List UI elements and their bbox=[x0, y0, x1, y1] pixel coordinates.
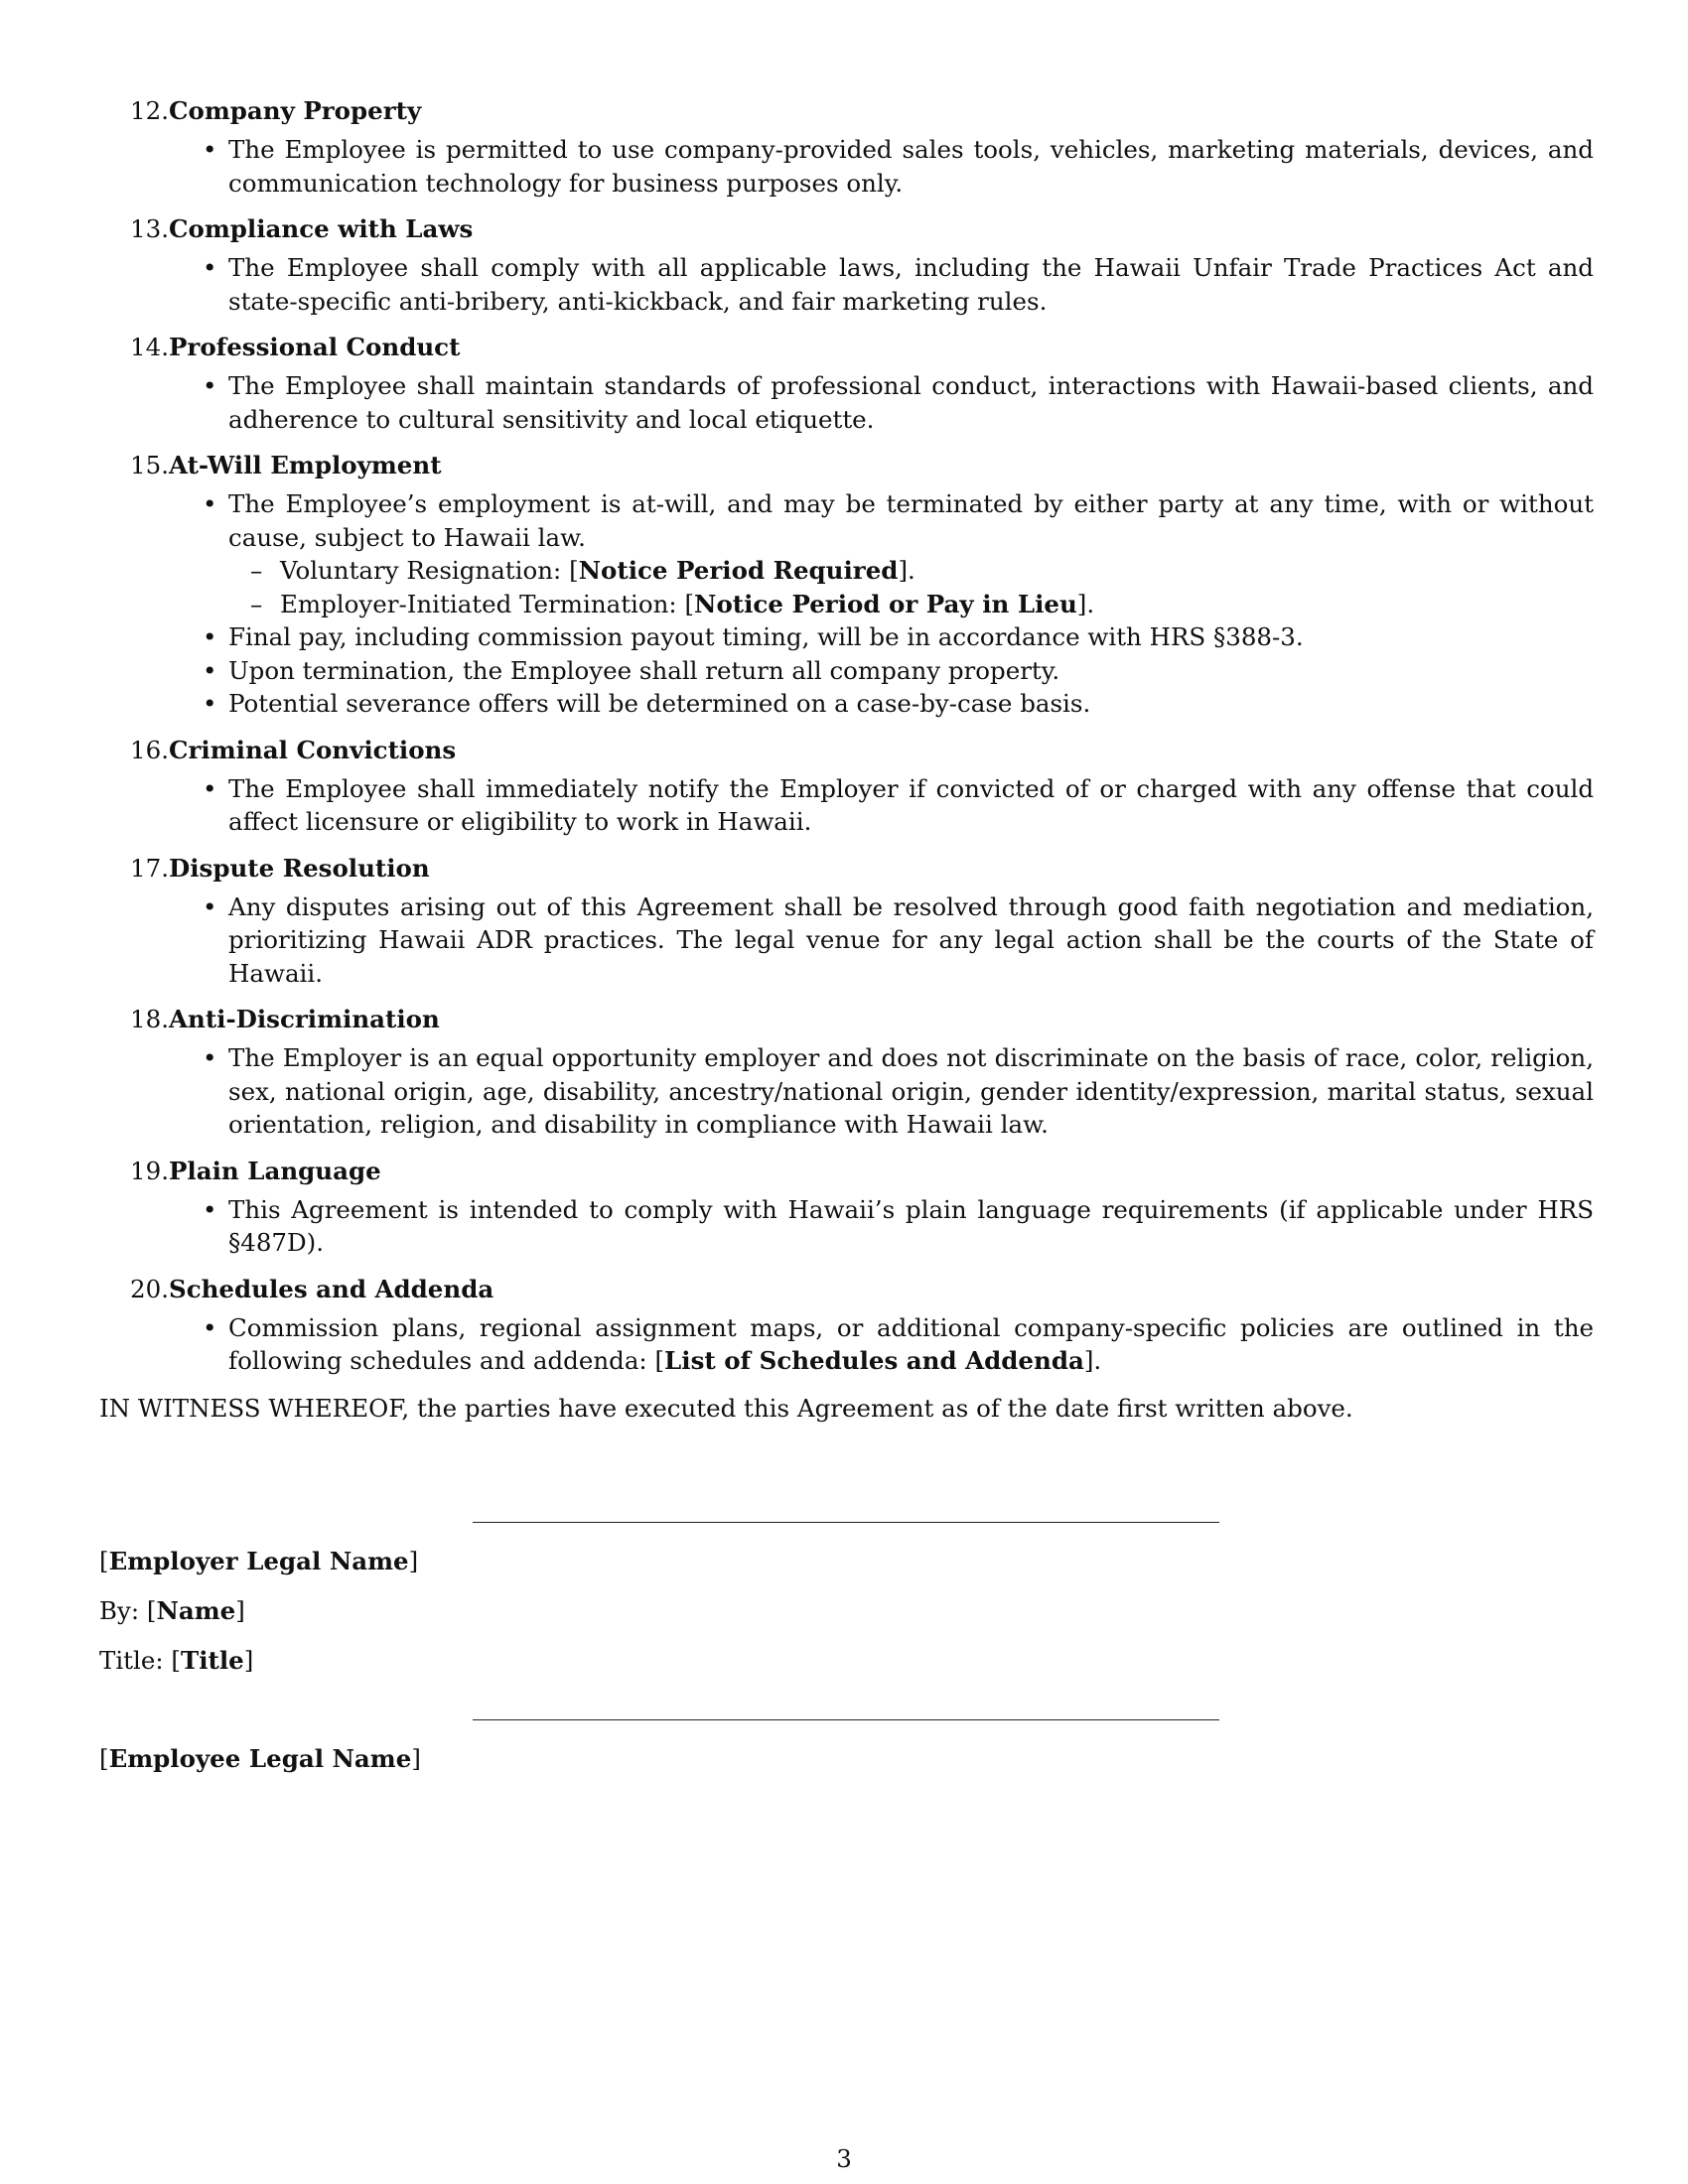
section-title: Anti-Discrimination bbox=[169, 1005, 440, 1033]
section-number: 20. bbox=[130, 1274, 169, 1303]
employee-signature-line bbox=[473, 1719, 1219, 1720]
bullet-item: • The Employee shall immediately notify the Employer if convicted of or charged with any offense that could affect licensure or eligibility to work in Hawaii. bbox=[228, 772, 1594, 839]
bullet-item: • The Employee shall maintain standards of professional conduct, interactions with Hawaii-based clients, and adherence to cultural sensitivity and local etiquette. bbox=[228, 369, 1594, 436]
bullet-item: • Potential severance offers will be determined on a case-by-case basis. bbox=[228, 687, 1594, 721]
by-label: By: bbox=[99, 1596, 140, 1625]
bullet-item: • The Employee is permitted to use company-provided sales tools, vehicles, marketing materials, devices, and communication technology for business purposes only. bbox=[228, 133, 1594, 200]
sub-list bbox=[228, 554, 1594, 620]
section-number: 15. bbox=[130, 451, 169, 479]
bullet-item: • This Agreement is intended to comply with Hawaii’s plain language requirements (if applicable under HRS §487D). bbox=[228, 1193, 1594, 1260]
employee-legal-name: Employee Legal Name bbox=[108, 1744, 412, 1773]
section-number: 14. bbox=[130, 333, 169, 361]
sub-item: – Employer-Initiated Termination: [Notice Period or Pay in Lieu]. bbox=[280, 588, 1594, 621]
bullet-list bbox=[99, 772, 1594, 839]
bullet-item: • Upon termination, the Employee shall return all company property. bbox=[228, 654, 1594, 688]
bullet-list bbox=[99, 487, 1594, 721]
section-heading bbox=[99, 1274, 1594, 1305]
bullet-text: The Employee’s employment is at-will, and may be terminated by either party at any time, with or without cause, subject to Hawaii law. bbox=[228, 489, 1594, 552]
section-heading bbox=[99, 1156, 1594, 1187]
bullet-item: • Any disputes arising out of this Agreement shall be resolved through good faith negotiation and mediation, prioritizing Hawaii ADR practices. The legal venue for any legal action shall be the courts of the State of Hawaii. bbox=[228, 890, 1594, 991]
bullet-item: • Final pay, including commission payout timing, will be in accordance with HRS §388-3. bbox=[228, 620, 1594, 654]
bullet-item: • The Employer is an equal opportunity employer and does not discriminate on the basis of race, color, religion, sex, national origin, age, disability, ancestry/national origin, gender identity/expression, marital status, sexual orientation, religion, and disability in compliance with Hawaii law. bbox=[228, 1041, 1594, 1142]
placeholder-field: Notice Period or Pay in Lieu bbox=[694, 589, 1077, 618]
section-heading bbox=[99, 332, 1594, 363]
section-title: Compliance with Laws bbox=[169, 214, 474, 243]
signer-name: Name bbox=[156, 1596, 236, 1625]
signer-title: Title bbox=[180, 1646, 244, 1675]
section-title: Schedules and Addenda bbox=[169, 1274, 494, 1303]
section-heading bbox=[99, 853, 1594, 885]
signed-by-line: By: [Name] bbox=[99, 1596, 245, 1625]
bullet-list bbox=[99, 1193, 1594, 1260]
employer-signature-line bbox=[473, 1522, 1219, 1523]
section-title: Criminal Convictions bbox=[169, 735, 457, 764]
page-number: 3 bbox=[836, 2144, 852, 2173]
section-title: Professional Conduct bbox=[169, 333, 461, 361]
sub-item-label: Employer-Initiated Termination: bbox=[280, 589, 677, 618]
bullet-item: • Commission plans, regional assignment maps, or additional company-specific policies are outlined in the following schedules and addenda: [List of Schedules and Addenda]. bbox=[228, 1311, 1594, 1378]
bullet-list bbox=[99, 1311, 1594, 1378]
signer-title-line: Title: [Title] bbox=[99, 1646, 254, 1675]
placeholder-field: List of Schedules and Addenda bbox=[664, 1346, 1084, 1375]
section-heading bbox=[99, 213, 1594, 245]
employee-name-line: [Employee Legal Name] bbox=[99, 1744, 421, 1773]
sub-item: – Voluntary Resignation: [Notice Period Required]. bbox=[280, 554, 1594, 588]
section-number: 16. bbox=[130, 735, 169, 764]
section-heading bbox=[99, 735, 1594, 766]
agreement-body bbox=[99, 95, 1594, 1425]
section-number: 12. bbox=[130, 96, 169, 125]
bullet-text: Commission plans, regional assignment maps, or additional company-specific policies are outlined in the following schedules and addenda: bbox=[228, 1312, 1594, 1375]
section-heading bbox=[99, 1004, 1594, 1035]
bullet-list bbox=[99, 251, 1594, 318]
section-title: Plain Language bbox=[169, 1156, 381, 1185]
section-number: 18. bbox=[130, 1005, 169, 1033]
section-title: At-Will Employment bbox=[169, 451, 442, 479]
section-number: 19. bbox=[130, 1156, 169, 1185]
bullet-item bbox=[228, 487, 1594, 620]
witness-clause: IN WITNESS WHEREOF, the parties have executed this Agreement as of the date first written above. bbox=[99, 1393, 1353, 1423]
title-label: Title: bbox=[99, 1646, 164, 1675]
bullet-item: • The Employee shall comply with all applicable laws, including the Hawaii Unfair Trade Practices Act and state-specific anti-bribery, anti-kickback, and fair marketing rules. bbox=[228, 251, 1594, 318]
section-number: 17. bbox=[130, 853, 169, 883]
placeholder-field: Notice Period Required bbox=[578, 556, 899, 585]
employer-name-line: [Employer Legal Name] bbox=[99, 1547, 419, 1575]
section-title: Company Property bbox=[169, 96, 422, 125]
bullet-list bbox=[99, 369, 1594, 436]
bullet-list bbox=[99, 1041, 1594, 1142]
section-heading bbox=[99, 95, 1594, 127]
employer-legal-name: Employer Legal Name bbox=[108, 1547, 409, 1575]
sub-item-label: Voluntary Resignation: bbox=[280, 556, 562, 585]
section-number: 13. bbox=[130, 214, 169, 243]
section-title: Dispute Resolution bbox=[169, 853, 430, 883]
bullet-list bbox=[99, 890, 1594, 991]
bullet-list bbox=[99, 133, 1594, 200]
section-heading bbox=[99, 450, 1594, 481]
